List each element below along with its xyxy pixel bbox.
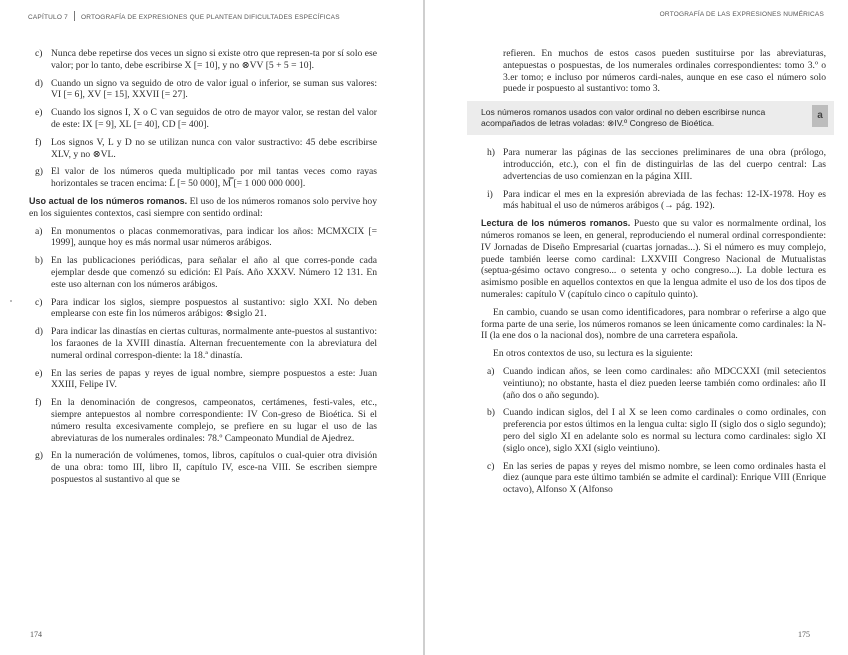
right-page <box>425 0 848 655</box>
section-paragraph: Lectura de los números romanos. Puesto que su valor es normalmente ordinal, los números romanos se leen, en general, reproduciendo el numeral ordinal correspondiente: IV Jornadas de Diseño Empresarial (cuartas jornadas...). Si el número es muy complejo, puede también leerse como cardinal: LXXVIII Congreso Nacional de Mutualistas (septua-gésimo octavo congreso... o setenta y ocho congreso...). La doble lectura es asimismo posible en aquellos contextos en que la lengua admite el uso de los dos tipos de numerales: capítulo V (capítulo cinco o capítulo quinto). <box>481 218 826 300</box>
list-item: c) En las series de papas y reyes del mismo nombre, se leen como ordinales hasta el diez (aunque para este último también se admite el cardinal): Enrique VIII (Enrique octavo), Alfonso X (Alfonso <box>487 460 826 496</box>
list-item: h) Para numerar las páginas de las secciones preliminares de una obra (prólogo, introducción, etc.), con el fin de distinguirlas de las del cuerpo central: Las advertencias de uso comienzan en la página XIII. <box>487 147 826 182</box>
header-divider <box>74 11 75 21</box>
page-number: 174 <box>30 630 42 639</box>
list-item: f) En la denominación de congresos, campeonatos, certámenes, festi-vales, etc., siempre antepuestos al nombre correspondiente: IV Con-greso de Bioética. Si el número resulta excesivamente complejo, se prefiere en su lugar el uso de las abreviaturas de los numerales ordinales: 78.º Campeonato Mundial de Ajedrez. <box>35 397 377 444</box>
right-text-block <box>481 48 826 502</box>
left-page <box>0 0 423 655</box>
running-header: ORTOGRAFÍA DE LAS EXPRESIONES NUMÉRICAS <box>659 11 824 18</box>
chapter-label: CAPÍTULO 7 <box>28 14 68 21</box>
list-item: c) Nunca debe repetirse dos veces un signo si existe otro que represen-ta por sí solo ese valor; por lo tanto, debe escribirse X [= 10], y no ⊗VV [5 + 5 = 10]. <box>35 48 377 71</box>
list-item: a) Cuando indican años, se leen como cardinales: año MDCCXXI (mil setecientos veintiuno); no obstante, hasta el diez pueden leerse también como ordinales: año II (año dos o año segundo). <box>487 365 826 401</box>
section-heading: Uso actual de los números romanos. <box>29 195 188 206</box>
left-text-block <box>29 48 377 492</box>
list-item: b) Cuando indican siglos, del I al X se leen como cardinales o como ordinales, con preferencia por estos últimos en la lengua culta: siglo II (siglo dos o siglo segundo); pero del siglo XI en adelante solo es normal su lectura como cardinales: siglo XI (siglo once), siglo XXI (siglo veintiuno). <box>487 407 826 454</box>
list-item: g) En la numeración de volúmenes, tomos, libros, capítulos o cual-quier otra división de una obra: tomo III, libro II, capítulo IV, esce-na VIII. Se escriben siempre pospuestos al sustantivo al que se <box>35 450 377 485</box>
continuation-paragraph: refieren. En muchos de estos casos pueden sustituirse por las abreviaturas, antepuestas o pospuestas, de los numerales ordinales correspondientes: tomo 3.º o 3.er tomo; e incluso por números cardi-nales, aunque en ese caso el número solo puede ir pospuesto al sustantivo: tomo 3. <box>503 48 826 95</box>
chapter-title: ORTOGRAFÍA DE EXPRESIONES QUE PLANTEAN DIFICULTADES ESPECÍFICAS <box>80 14 340 21</box>
list-item: f) Los signos V, L y D no se utilizan nunca con valor sustractivo: 45 debe escribirse XLV, y no ⊗VL. <box>35 136 377 160</box>
body-paragraph: En cambio, cuando se usan como identificadores, para nombrar o referirse a algo que forma parte de una serie, los números romanos se leen únicamente como cardinales: la N-II (la ene dos o la nacional dos), nombre de una carretera española. <box>481 306 826 342</box>
body-paragraph: En otros contextos de uso, su lectura es la siguiente: <box>493 348 693 360</box>
list-item: a) En monumentos o placas conmemorativas, para indicar los años: MCMXCIX [= 1999], aunque hoy es más normal usar números arábigos. <box>35 225 377 249</box>
list-item: e) Cuando los signos I, X o C van seguidos de otro de mayor valor, se restan del valor de este: IX [= 9], XL [= 40], CD [= 400]. <box>35 107 377 130</box>
list-item: g) El valor de los números queda multiplicado por mil tantas veces como rayas horizontales se tracen encima: L̄ [= 50 000], M̿ [= 1 000 000 000]. <box>35 166 377 190</box>
section-paragraph: Uso actual de los números romanos. El uso de los números romanos solo pervive hoy en los siguientes contextos, casi siempre con sentido ordinal: <box>29 195 377 219</box>
note-text: Los números romanos usados con valor ordinal no deben escribirse nunca acompañados de letras voladas: ⊗IV.º Congreso de Bioética. <box>481 107 766 129</box>
list-item: c) Para indicar los siglos, siempre pospuestos al sustantivo: siglo XXI. No deben emplearse con este fin los números arábigos: ⊗siglo 21. <box>35 296 377 320</box>
list-item: b) En las publicaciones periódicas, para señalar el año al que corres-ponde cada ejemplar desde que comenzó su edición: El País. Año XXXV. Número 12 131. En este uso alternan con los números arábigos. <box>35 255 377 290</box>
note-marker-icon: a <box>812 105 828 127</box>
list-item: d) Cuando un signo va seguido de otro de valor igual o inferior, se suman sus valores: VI [= 6], XV [= 15], XXVII [= 27]. <box>35 77 377 101</box>
note-box <box>467 101 834 135</box>
section-heading: Lectura de los números romanos. <box>481 218 631 229</box>
list-item: d) Para indicar las dinastías en ciertas culturas, normalmente ante-puestos al sustantivo: los faraones de la XVIII dinastía. Alternan frecuentemente con la abreviatura del numeral ordinal correspon-diente: la 18.ª dinastía. <box>35 326 377 361</box>
scan-mark <box>10 300 12 302</box>
list-item: e) En las series de papas y reyes de igual nombre, siempre pospuestos a este: Juan XXIII, Felipe IV. <box>35 367 377 391</box>
page-number: 175 <box>798 630 810 639</box>
list-item: i) Para indicar el mes en la expresión abreviada de las fechas: 12-IX-1978. Hoy es más habitual el uso de números arábigos (→ pág. 192). <box>487 188 826 212</box>
running-header <box>28 11 340 21</box>
